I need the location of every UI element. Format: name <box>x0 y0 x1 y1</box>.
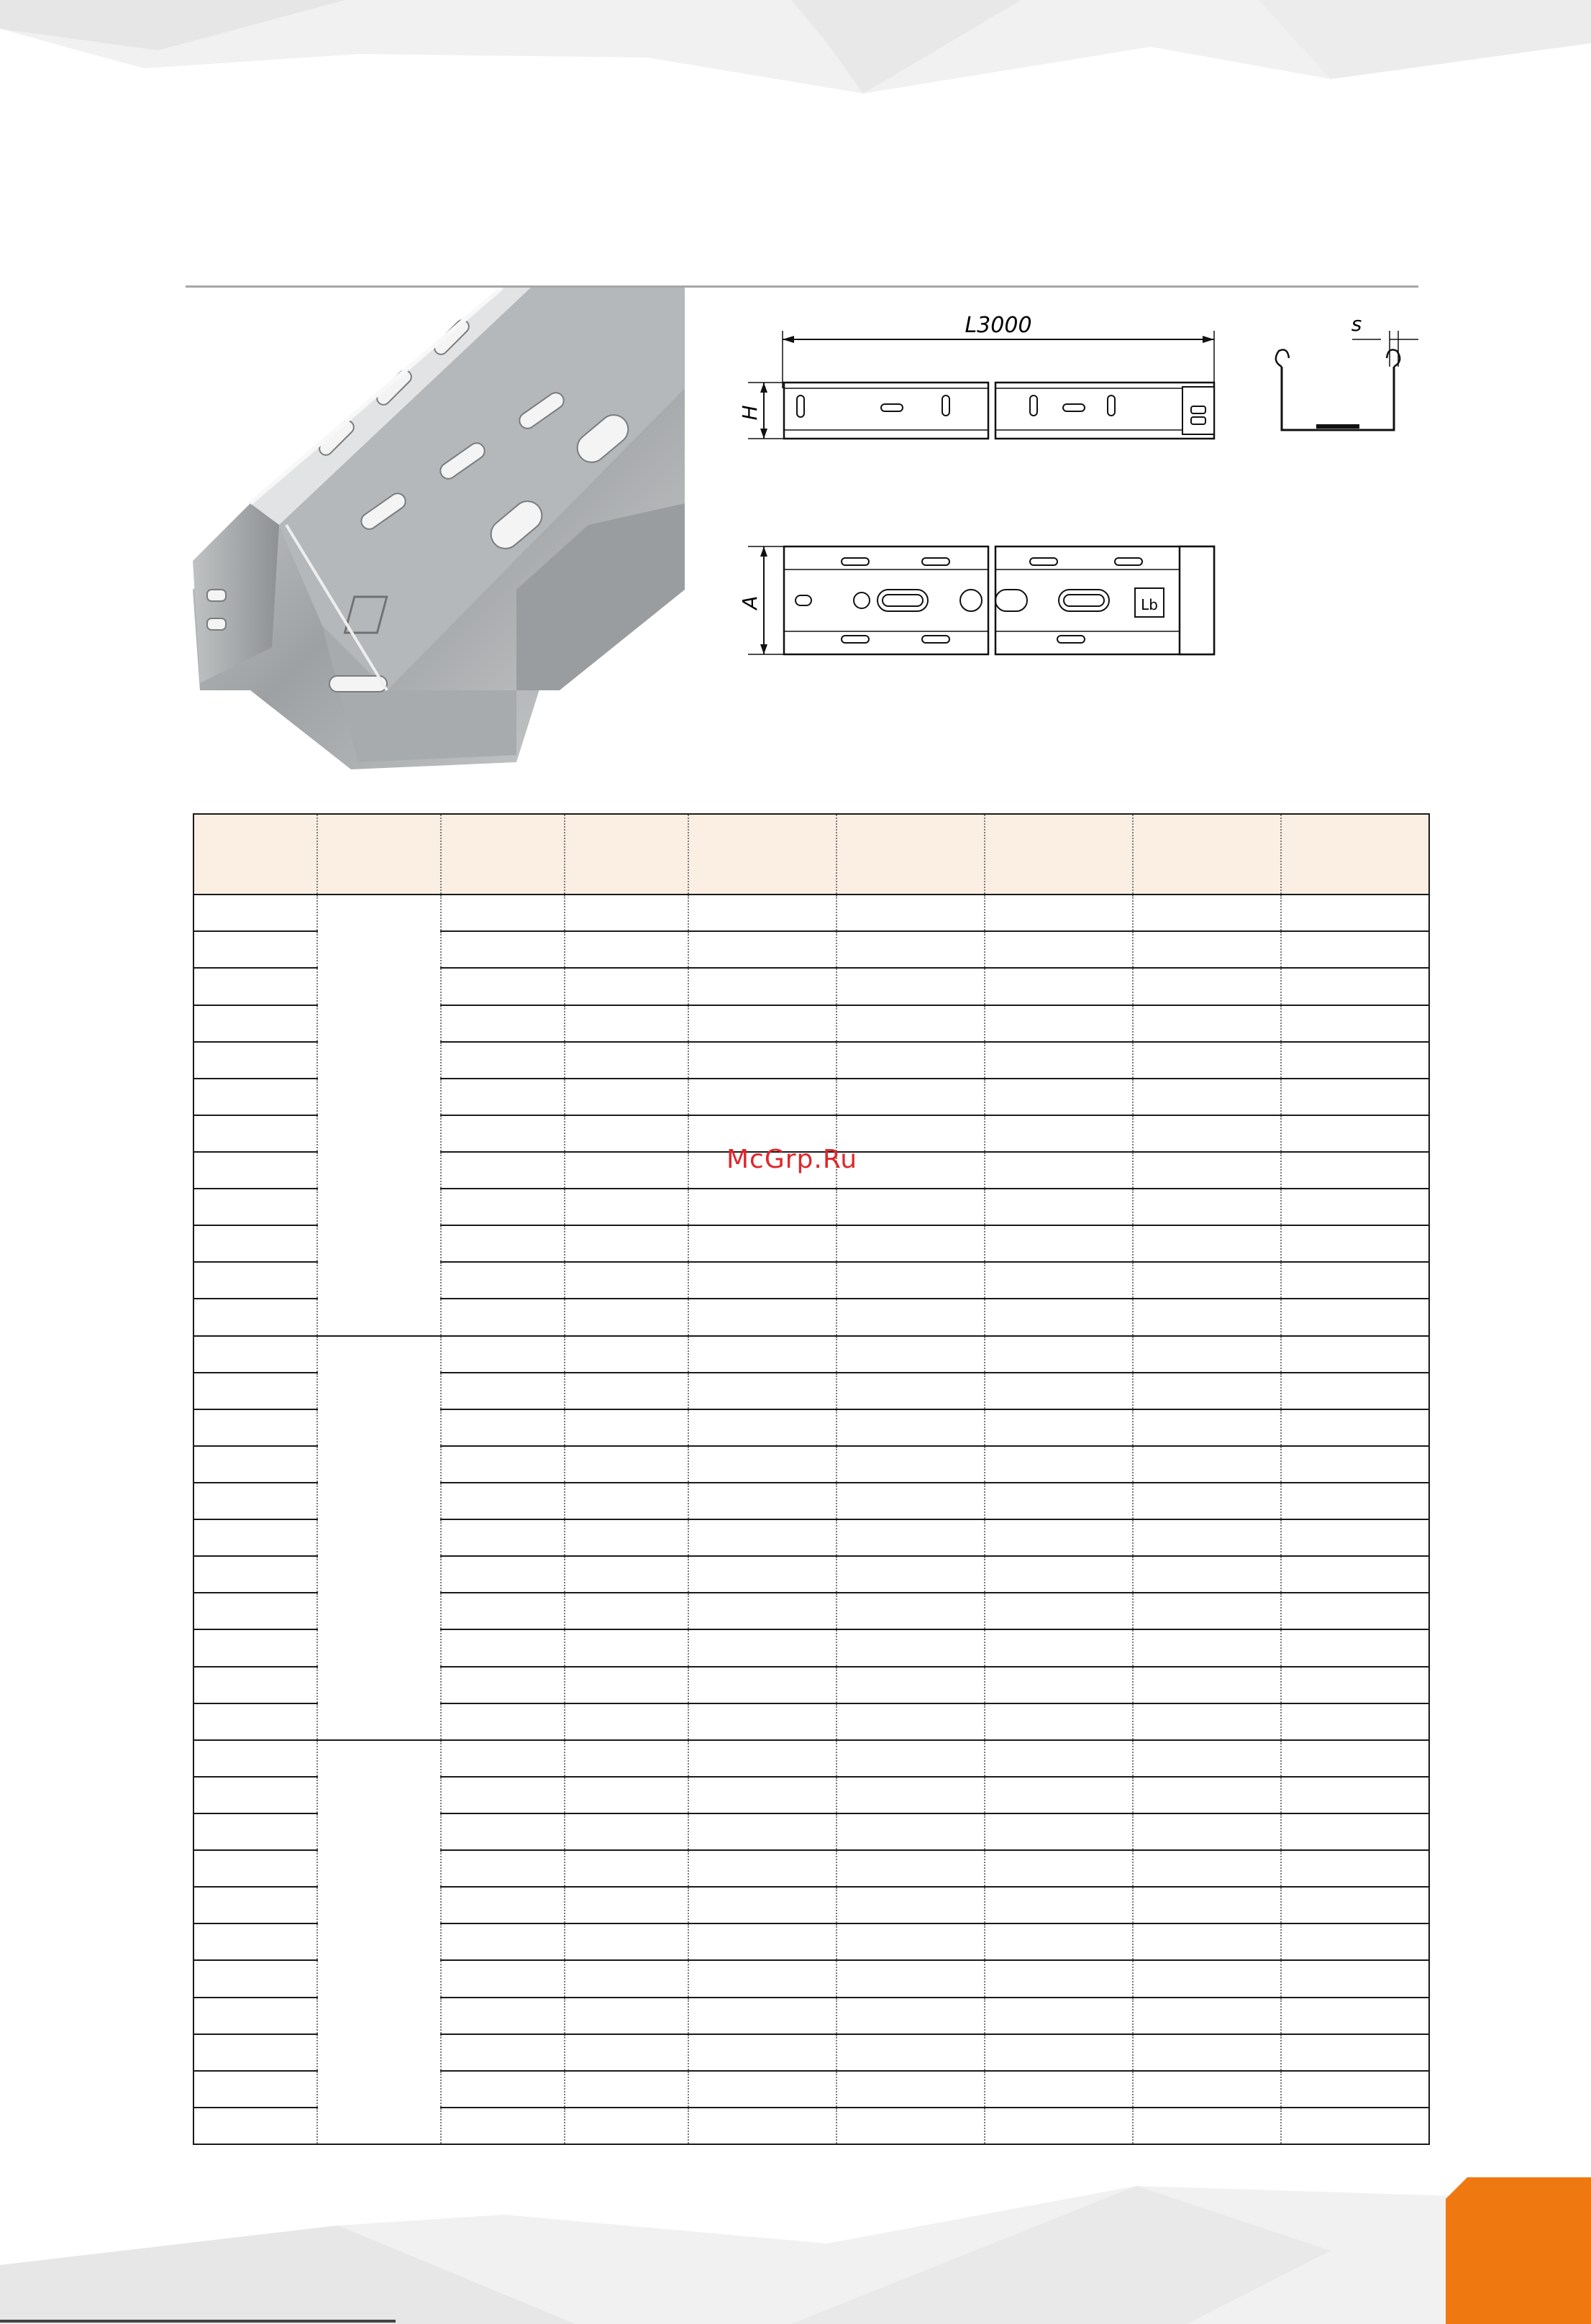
table-cell <box>1281 1519 1429 1556</box>
table-cell <box>836 2071 985 2108</box>
table-cell <box>836 1115 985 1152</box>
table-cell <box>441 931 565 968</box>
table-cell <box>1133 1740 1281 1777</box>
table-cell <box>1133 1225 1281 1262</box>
table-cell <box>565 1519 688 1556</box>
table-cell <box>441 1373 565 1409</box>
table-cell <box>1281 1336 1429 1373</box>
table-cell <box>985 1152 1133 1189</box>
table-cell <box>193 2071 317 2108</box>
table-cell <box>836 1998 985 2034</box>
table-cell <box>1133 1813 1281 1850</box>
length-label: L3000 <box>965 313 1032 338</box>
table-cell <box>688 1189 836 1225</box>
table-cell <box>985 1923 1133 1960</box>
table-cell <box>985 1189 1133 1225</box>
table-cell <box>1281 1262 1429 1299</box>
group-cell <box>317 895 441 1335</box>
table-cell <box>836 1777 985 1813</box>
table-cell <box>836 1299 985 1335</box>
table-cell <box>1133 1005 1281 1042</box>
table-cell <box>836 1446 985 1483</box>
table-cell <box>441 1299 565 1335</box>
table-cell <box>565 2071 688 2108</box>
table-cell <box>193 1042 317 1079</box>
table-cell <box>1281 1483 1429 1519</box>
table-cell <box>1281 1152 1429 1189</box>
table-cell <box>985 1629 1133 1666</box>
table-cell <box>441 1189 565 1225</box>
table-cell <box>985 1079 1133 1115</box>
table-cell <box>1281 1556 1429 1593</box>
table-cell <box>985 1703 1133 1740</box>
table-cell <box>836 1225 985 1262</box>
table-cell <box>836 1042 985 1079</box>
table-cell <box>441 1519 565 1556</box>
table-cell <box>1133 1629 1281 1666</box>
table-cell <box>688 1813 836 1850</box>
table-cell <box>1133 968 1281 1005</box>
table-cell <box>836 1923 985 1960</box>
table-cell <box>688 1850 836 1887</box>
table-cell <box>565 1299 688 1335</box>
table-cell <box>836 931 985 968</box>
table-cell <box>193 1189 317 1225</box>
table-cell <box>688 1777 836 1813</box>
table-cell <box>1133 1373 1281 1409</box>
header-cell <box>985 814 1133 895</box>
table-cell <box>1281 2108 1429 2144</box>
table-cell <box>193 1740 317 1777</box>
table-cell <box>1133 1960 1281 1997</box>
table-cell <box>688 1960 836 1997</box>
table-cell <box>1281 1777 1429 1813</box>
header-cell <box>441 814 565 895</box>
table-cell <box>688 1299 836 1335</box>
header-cell <box>836 814 985 895</box>
table-cell <box>836 1960 985 1997</box>
table-cell <box>688 2071 836 2108</box>
table-cell <box>985 1960 1133 1997</box>
table-cell <box>193 1923 317 1960</box>
table-cell <box>688 1703 836 1740</box>
table-cell <box>836 1152 985 1189</box>
table-cell <box>441 1998 565 2034</box>
table-cell <box>193 2034 317 2071</box>
table-cell <box>1281 1373 1429 1409</box>
table-cell <box>565 1262 688 1299</box>
table-cell <box>1133 1923 1281 1960</box>
table-cell <box>193 1777 317 1813</box>
table-cell <box>441 2034 565 2071</box>
table-cell <box>688 1519 836 1556</box>
table-cell <box>565 1593 688 1629</box>
table-cell <box>565 1409 688 1446</box>
table-cell <box>985 1887 1133 1923</box>
table-cell <box>1281 1923 1429 1960</box>
table-cell <box>985 2071 1133 2108</box>
table-row <box>193 1336 1429 1373</box>
table-cell <box>565 1998 688 2034</box>
table-cell <box>193 1225 317 1262</box>
table-cell <box>836 1005 985 1042</box>
table-cell <box>1281 1225 1429 1262</box>
table-cell <box>441 2071 565 2108</box>
table-cell <box>836 1519 985 1556</box>
table-cell <box>193 1115 317 1152</box>
table-cell <box>1133 1262 1281 1299</box>
table-cell <box>836 1740 985 1777</box>
table-cell <box>565 1813 688 1850</box>
table-cell <box>441 1667 565 1703</box>
table-cell <box>836 1629 985 1666</box>
table-cell <box>836 895 985 931</box>
table-cell <box>836 1483 985 1519</box>
table-cell <box>1133 1079 1281 1115</box>
header-cell <box>1133 814 1281 895</box>
table-cell <box>1133 1519 1281 1556</box>
table-cell <box>836 1336 985 1373</box>
table-cell <box>985 2034 1133 2071</box>
table-cell <box>688 1225 836 1262</box>
table-cell <box>441 1446 565 1483</box>
table-cell <box>441 1740 565 1777</box>
table-cell <box>836 2034 985 2071</box>
table-cell <box>985 1593 1133 1629</box>
table-cell <box>441 1152 565 1189</box>
table-cell <box>1281 2034 1429 2071</box>
table-cell <box>1281 1813 1429 1850</box>
table-cell <box>1281 1887 1429 1923</box>
table-cell <box>1133 1115 1281 1152</box>
table-cell <box>193 1850 317 1887</box>
table-cell <box>985 2108 1133 2144</box>
table-cell <box>985 1556 1133 1593</box>
height-label: H <box>738 405 762 421</box>
table-cell <box>836 1556 985 1593</box>
table-cell <box>565 2108 688 2144</box>
table-cell <box>441 1923 565 1960</box>
table-cell <box>985 895 1133 931</box>
table-cell <box>1281 2071 1429 2108</box>
table-cell <box>836 2108 985 2144</box>
table-cell <box>565 1777 688 1813</box>
table-cell <box>985 1336 1133 1373</box>
table-cell <box>1281 1850 1429 1887</box>
table-cell <box>193 895 317 931</box>
table-cell <box>1133 1336 1281 1373</box>
table-cell <box>193 931 317 968</box>
table-cell <box>441 1703 565 1740</box>
table-cell <box>836 1813 985 1850</box>
table-cell <box>193 1703 317 1740</box>
table-cell <box>441 1115 565 1152</box>
table-cell <box>193 1262 317 1299</box>
table-cell <box>565 1115 688 1152</box>
table-cell <box>1133 1446 1281 1483</box>
table-cell <box>441 1850 565 1887</box>
table-cell <box>1133 1667 1281 1703</box>
table-cell <box>1133 2071 1281 2108</box>
table-cell <box>836 1887 985 1923</box>
table-cell <box>441 1005 565 1042</box>
table-cell <box>1133 1777 1281 1813</box>
table-cell <box>565 1740 688 1777</box>
table-cell <box>1281 1593 1429 1629</box>
table-cell <box>688 2108 836 2144</box>
thickness-label: s <box>1351 312 1362 336</box>
group-cell <box>317 1336 441 1740</box>
table-cell <box>193 1409 317 1446</box>
table-cell <box>1281 1299 1429 1335</box>
table-cell <box>1281 1446 1429 1483</box>
table-cell <box>441 1813 565 1850</box>
table-cell <box>1281 1005 1429 1042</box>
table-body <box>193 895 1429 2144</box>
table-cell <box>688 1409 836 1446</box>
table-cell <box>441 1887 565 1923</box>
table-cell <box>836 1593 985 1629</box>
table-cell <box>1133 1998 1281 2034</box>
table-cell <box>836 1373 985 1409</box>
table-cell <box>985 1446 1133 1483</box>
table-cell <box>565 1373 688 1409</box>
table-cell <box>193 1998 317 2034</box>
table-cell <box>688 1740 836 1777</box>
table-cell <box>193 1336 317 1373</box>
table-cell <box>441 1593 565 1629</box>
table-cell <box>985 1409 1133 1446</box>
table-cell <box>1133 1152 1281 1189</box>
table-cell <box>441 1777 565 1813</box>
table-cell <box>193 1667 317 1703</box>
table-cell <box>985 1998 1133 2034</box>
table-cell <box>565 1556 688 1593</box>
table-cell <box>1281 1409 1429 1446</box>
table-cell <box>565 2034 688 2071</box>
table-cell <box>1281 1960 1429 1997</box>
cable-tray-photo <box>186 288 685 778</box>
table-cell <box>193 1556 317 1593</box>
table-row <box>193 1740 1429 1777</box>
table-cell <box>565 1152 688 1189</box>
table-cell <box>1281 931 1429 968</box>
table-cell <box>193 1813 317 1850</box>
table-cell <box>441 1960 565 1997</box>
table-cell <box>688 1629 836 1666</box>
table-cell <box>688 1556 836 1593</box>
table-cell <box>688 968 836 1005</box>
table-cell <box>565 1336 688 1373</box>
table-cell <box>985 1519 1133 1556</box>
table-cell <box>1281 1667 1429 1703</box>
table-cell <box>985 968 1133 1005</box>
table-cell <box>565 1923 688 1960</box>
table-cell <box>688 1446 836 1483</box>
table-header-row <box>193 814 1429 895</box>
table-cell <box>985 1115 1133 1152</box>
table-cell <box>565 1189 688 1225</box>
table-cell <box>985 1813 1133 1850</box>
table-cell <box>1281 1740 1429 1777</box>
width-label: A <box>738 595 762 610</box>
table-cell <box>441 1483 565 1519</box>
table-cell <box>565 1703 688 1740</box>
table-cell <box>1133 1409 1281 1446</box>
table-cell <box>1133 1189 1281 1225</box>
table-cell <box>193 968 317 1005</box>
table-cell <box>565 968 688 1005</box>
table-cell <box>836 1850 985 1887</box>
header-cell <box>565 814 688 895</box>
table-cell <box>1281 1042 1429 1079</box>
table-cell <box>1133 2108 1281 2144</box>
table-cell <box>688 1262 836 1299</box>
table-cell <box>193 1593 317 1629</box>
table-cell <box>193 2108 317 2144</box>
table-cell <box>193 1887 317 1923</box>
table-cell <box>1281 1629 1429 1666</box>
table-cell <box>688 1042 836 1079</box>
table-cell <box>985 1262 1133 1299</box>
table-cell <box>688 1373 836 1409</box>
group-cell <box>317 1740 441 2144</box>
table-cell <box>688 1667 836 1703</box>
table-cell <box>565 1850 688 1887</box>
table-cell <box>1133 1556 1281 1593</box>
table-cell <box>836 1703 985 1740</box>
table-cell <box>688 1593 836 1629</box>
spec-table <box>193 813 1430 2145</box>
table-cell <box>836 1667 985 1703</box>
table-cell <box>193 1299 317 1335</box>
table-cell <box>985 1225 1133 1262</box>
table-cell <box>193 1960 317 1997</box>
table-cell <box>1133 1887 1281 1923</box>
table-cell <box>836 1409 985 1446</box>
table-cell <box>1133 895 1281 931</box>
table-cell <box>688 1005 836 1042</box>
table-cell <box>441 2108 565 2144</box>
table-cell <box>1281 1115 1429 1152</box>
page-corner-tab <box>1446 2177 1591 2324</box>
header-cell <box>1281 814 1429 895</box>
table-cell <box>1281 968 1429 1005</box>
table-cell <box>565 1225 688 1262</box>
table-cell <box>441 1556 565 1593</box>
table-cell <box>1133 2034 1281 2071</box>
table-cell <box>193 1079 317 1115</box>
table-cell <box>565 895 688 931</box>
table-cell <box>1133 1593 1281 1629</box>
table-cell <box>688 1998 836 2034</box>
table-cell <box>688 1923 836 1960</box>
table-cell <box>688 1887 836 1923</box>
table-cell <box>565 1960 688 1997</box>
header-cell <box>688 814 836 895</box>
table-cell <box>441 1336 565 1373</box>
table-cell <box>193 1373 317 1409</box>
table-cell <box>441 1262 565 1299</box>
table-cell <box>193 1483 317 1519</box>
watermark: McGrp.Ru <box>726 1145 858 1174</box>
table-cell <box>565 1667 688 1703</box>
table-cell <box>1281 1189 1429 1225</box>
table-cell <box>985 1042 1133 1079</box>
table-cell <box>441 1225 565 1262</box>
table-cell <box>836 968 985 1005</box>
table-cell <box>688 895 836 931</box>
table-cell <box>441 1079 565 1115</box>
table-cell <box>565 931 688 968</box>
table-cell <box>193 1629 317 1666</box>
table-cell <box>193 1005 317 1042</box>
table-cell <box>688 931 836 968</box>
table-cell <box>193 1446 317 1483</box>
table-cell <box>1281 1079 1429 1115</box>
table-cell <box>1281 895 1429 931</box>
table-cell <box>441 968 565 1005</box>
table-cell <box>565 1629 688 1666</box>
table-cell <box>565 1887 688 1923</box>
table-cell <box>985 1740 1133 1777</box>
table-cell <box>193 1152 317 1189</box>
table-cell <box>441 1629 565 1666</box>
table-cell <box>1133 1042 1281 1079</box>
table-cell <box>688 2034 836 2071</box>
table-cell <box>688 1079 836 1115</box>
table-cell <box>985 1483 1133 1519</box>
table-cell <box>1133 1850 1281 1887</box>
table-cell <box>441 1042 565 1079</box>
table-cell <box>565 1005 688 1042</box>
table-cell <box>836 1079 985 1115</box>
table-cell <box>1133 931 1281 968</box>
table-cell <box>688 1483 836 1519</box>
table-cell <box>565 1042 688 1079</box>
table-cell <box>565 1446 688 1483</box>
table-cell <box>1133 1483 1281 1519</box>
table-cell <box>985 1373 1133 1409</box>
tray-drawing <box>734 302 1418 676</box>
table-cell <box>688 1336 836 1373</box>
table-cell <box>1281 1998 1429 2034</box>
header-cell <box>317 814 441 895</box>
table-cell <box>193 1519 317 1556</box>
table-cell <box>985 1005 1133 1042</box>
mark-label: Lb <box>1141 596 1158 613</box>
table-cell <box>985 1299 1133 1335</box>
table-cell <box>441 895 565 931</box>
table-cell <box>441 1409 565 1446</box>
table-cell <box>565 1079 688 1115</box>
table-cell <box>1281 1703 1429 1740</box>
table-cell <box>985 931 1133 968</box>
table-cell <box>1133 1703 1281 1740</box>
table-cell <box>985 1850 1133 1887</box>
table-cell <box>985 1667 1133 1703</box>
table-cell <box>1133 1299 1281 1335</box>
table-cell <box>836 1262 985 1299</box>
table-cell <box>565 1483 688 1519</box>
header-cell <box>193 814 317 895</box>
table-cell <box>836 1189 985 1225</box>
table-row <box>193 895 1429 931</box>
table-cell <box>985 1777 1133 1813</box>
